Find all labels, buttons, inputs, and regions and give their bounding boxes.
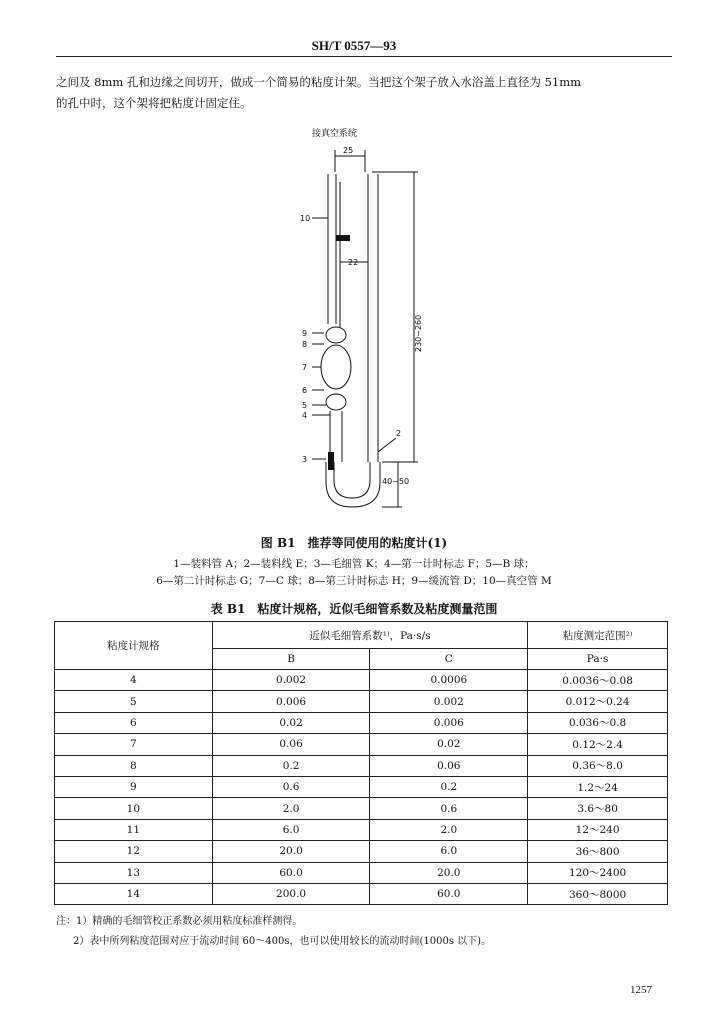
dim-bottom-label: 40~50 [382, 477, 410, 486]
col-header-spec: 粘度计规格 [55, 622, 213, 670]
page-number: 1257 [630, 984, 652, 996]
table-notes [56, 912, 676, 952]
body-paragraph [56, 72, 672, 114]
table-row [55, 734, 668, 755]
cell-b: 20.0 [212, 841, 370, 862]
dim-25-label: 25 [343, 146, 354, 155]
cell-c: 60.0 [370, 883, 528, 904]
cell-range: 12～240 [528, 819, 668, 840]
body-line-1: 之间及 8mm 孔和边缘之间切开，做成一个简易的粘度计架。当把这个架子放入水浴盖上直径为 51mm [56, 75, 582, 89]
cell-range: 360～8000 [528, 883, 668, 904]
cell-spec: 8 [55, 755, 213, 776]
cell-c: 0.6 [370, 798, 528, 819]
cell-range: 120～2400 [528, 862, 668, 883]
cell-b: 0.006 [212, 691, 370, 712]
table-row [55, 798, 668, 819]
table-row [55, 841, 668, 862]
cell-c: 0.06 [370, 755, 528, 776]
cell-c: 0.006 [370, 712, 528, 733]
dim-height-label: 230~260 [414, 314, 423, 352]
viscometer-spec-table [54, 621, 668, 905]
part-label-8: 8 [302, 340, 308, 349]
table-row [55, 712, 668, 733]
cell-spec: 7 [55, 734, 213, 755]
col-header-range-unit: Pa·s [528, 649, 668, 670]
cell-c: 0.02 [370, 734, 528, 755]
cell-spec: 9 [55, 776, 213, 797]
cell-b: 6.0 [212, 819, 370, 840]
cell-range: 0.12～2.4 [528, 734, 668, 755]
cell-b: 0.6 [212, 776, 370, 797]
cell-spec: 5 [55, 691, 213, 712]
table-row [55, 819, 668, 840]
legend-line-1: 1—装料管 A；2—装料线 E；3—毛细管 K；4—第一计时标志 F；5—B 球； [173, 558, 535, 570]
viscometer-diagram [290, 122, 440, 517]
cell-b: 0.06 [212, 734, 370, 755]
table-row [55, 691, 668, 712]
part-label-4: 4 [302, 411, 308, 420]
part-label-3: 3 [302, 455, 308, 464]
cell-b: 2.0 [212, 798, 370, 819]
cell-c: 0.002 [370, 691, 528, 712]
legend-line-2: 6—第二计时标志 G；7—C 球；8—第三计时标志 H；9—缓流管 D；10—真空管 M [156, 575, 552, 587]
part-label-5: 5 [302, 401, 308, 410]
cell-b: 0.02 [212, 712, 370, 733]
table-row [55, 883, 668, 904]
cell-spec: 10 [55, 798, 213, 819]
cell-c: 0.2 [370, 776, 528, 797]
part-label-10: 10 [300, 214, 311, 223]
cell-range: 36～800 [528, 841, 668, 862]
table-row [55, 755, 668, 776]
col-header-coef: 近似毛细管系数¹⁾，Pa·s/s [212, 622, 527, 649]
cell-c: 6.0 [370, 841, 528, 862]
cell-b: 200.0 [212, 883, 370, 904]
table-row [55, 670, 668, 691]
cell-range: 0.012～0.24 [528, 691, 668, 712]
table-row [55, 862, 668, 883]
cell-c: 20.0 [370, 862, 528, 883]
vacuum-label: 接真空系统 [312, 129, 358, 139]
cell-range: 3.6～80 [528, 798, 668, 819]
cell-spec: 13 [55, 862, 213, 883]
body-line-2: 的孔中时，这个架将把粘度计固定住。 [56, 96, 252, 110]
cell-spec: 12 [55, 841, 213, 862]
figure-title: 图 B1 推荐等同使用的粘度计(1) [260, 536, 448, 550]
col-header-b: B [212, 649, 370, 670]
table-row [55, 776, 668, 797]
col-header-c: C [370, 649, 528, 670]
cell-spec: 11 [55, 819, 213, 840]
dim-22-label: 22 [348, 258, 359, 267]
cell-b: 0.2 [212, 755, 370, 776]
cell-range: 0.36～8.0 [528, 755, 668, 776]
cell-c: 2.0 [370, 819, 528, 840]
figure-legend [0, 556, 708, 590]
part-label-7: 7 [302, 363, 308, 372]
part-label-2: 2 [396, 429, 402, 438]
document-header: SH/T 0557—93 [311, 38, 397, 53]
cell-spec: 6 [55, 712, 213, 733]
cell-range: 1.2～24 [528, 776, 668, 797]
note-1: 注：1）精确的毛细管校正系数必须用粘度标准样测得。 [56, 916, 303, 927]
part-label-9: 9 [302, 329, 308, 338]
cell-c: 0.0006 [370, 670, 528, 691]
cell-b: 60.0 [212, 862, 370, 883]
cell-range: 0.0036～0.08 [528, 670, 668, 691]
header-rule [56, 56, 672, 57]
cell-spec: 4 [55, 670, 213, 691]
part-label-6: 6 [302, 386, 308, 395]
col-header-range: 粘度测定范围²⁾ [528, 622, 668, 649]
cell-range: 0.036～0.8 [528, 712, 668, 733]
table-title: 表 B1 粘度计规格，近似毛细管系数及粘度测量范围 [210, 602, 498, 616]
note-2: 2）表中所列粘度范围对应于流动时间 60～400s，也可以使用较长的流动时间(1000s 以下)。 [73, 936, 492, 947]
cell-b: 0.002 [212, 670, 370, 691]
cell-spec: 14 [55, 883, 213, 904]
